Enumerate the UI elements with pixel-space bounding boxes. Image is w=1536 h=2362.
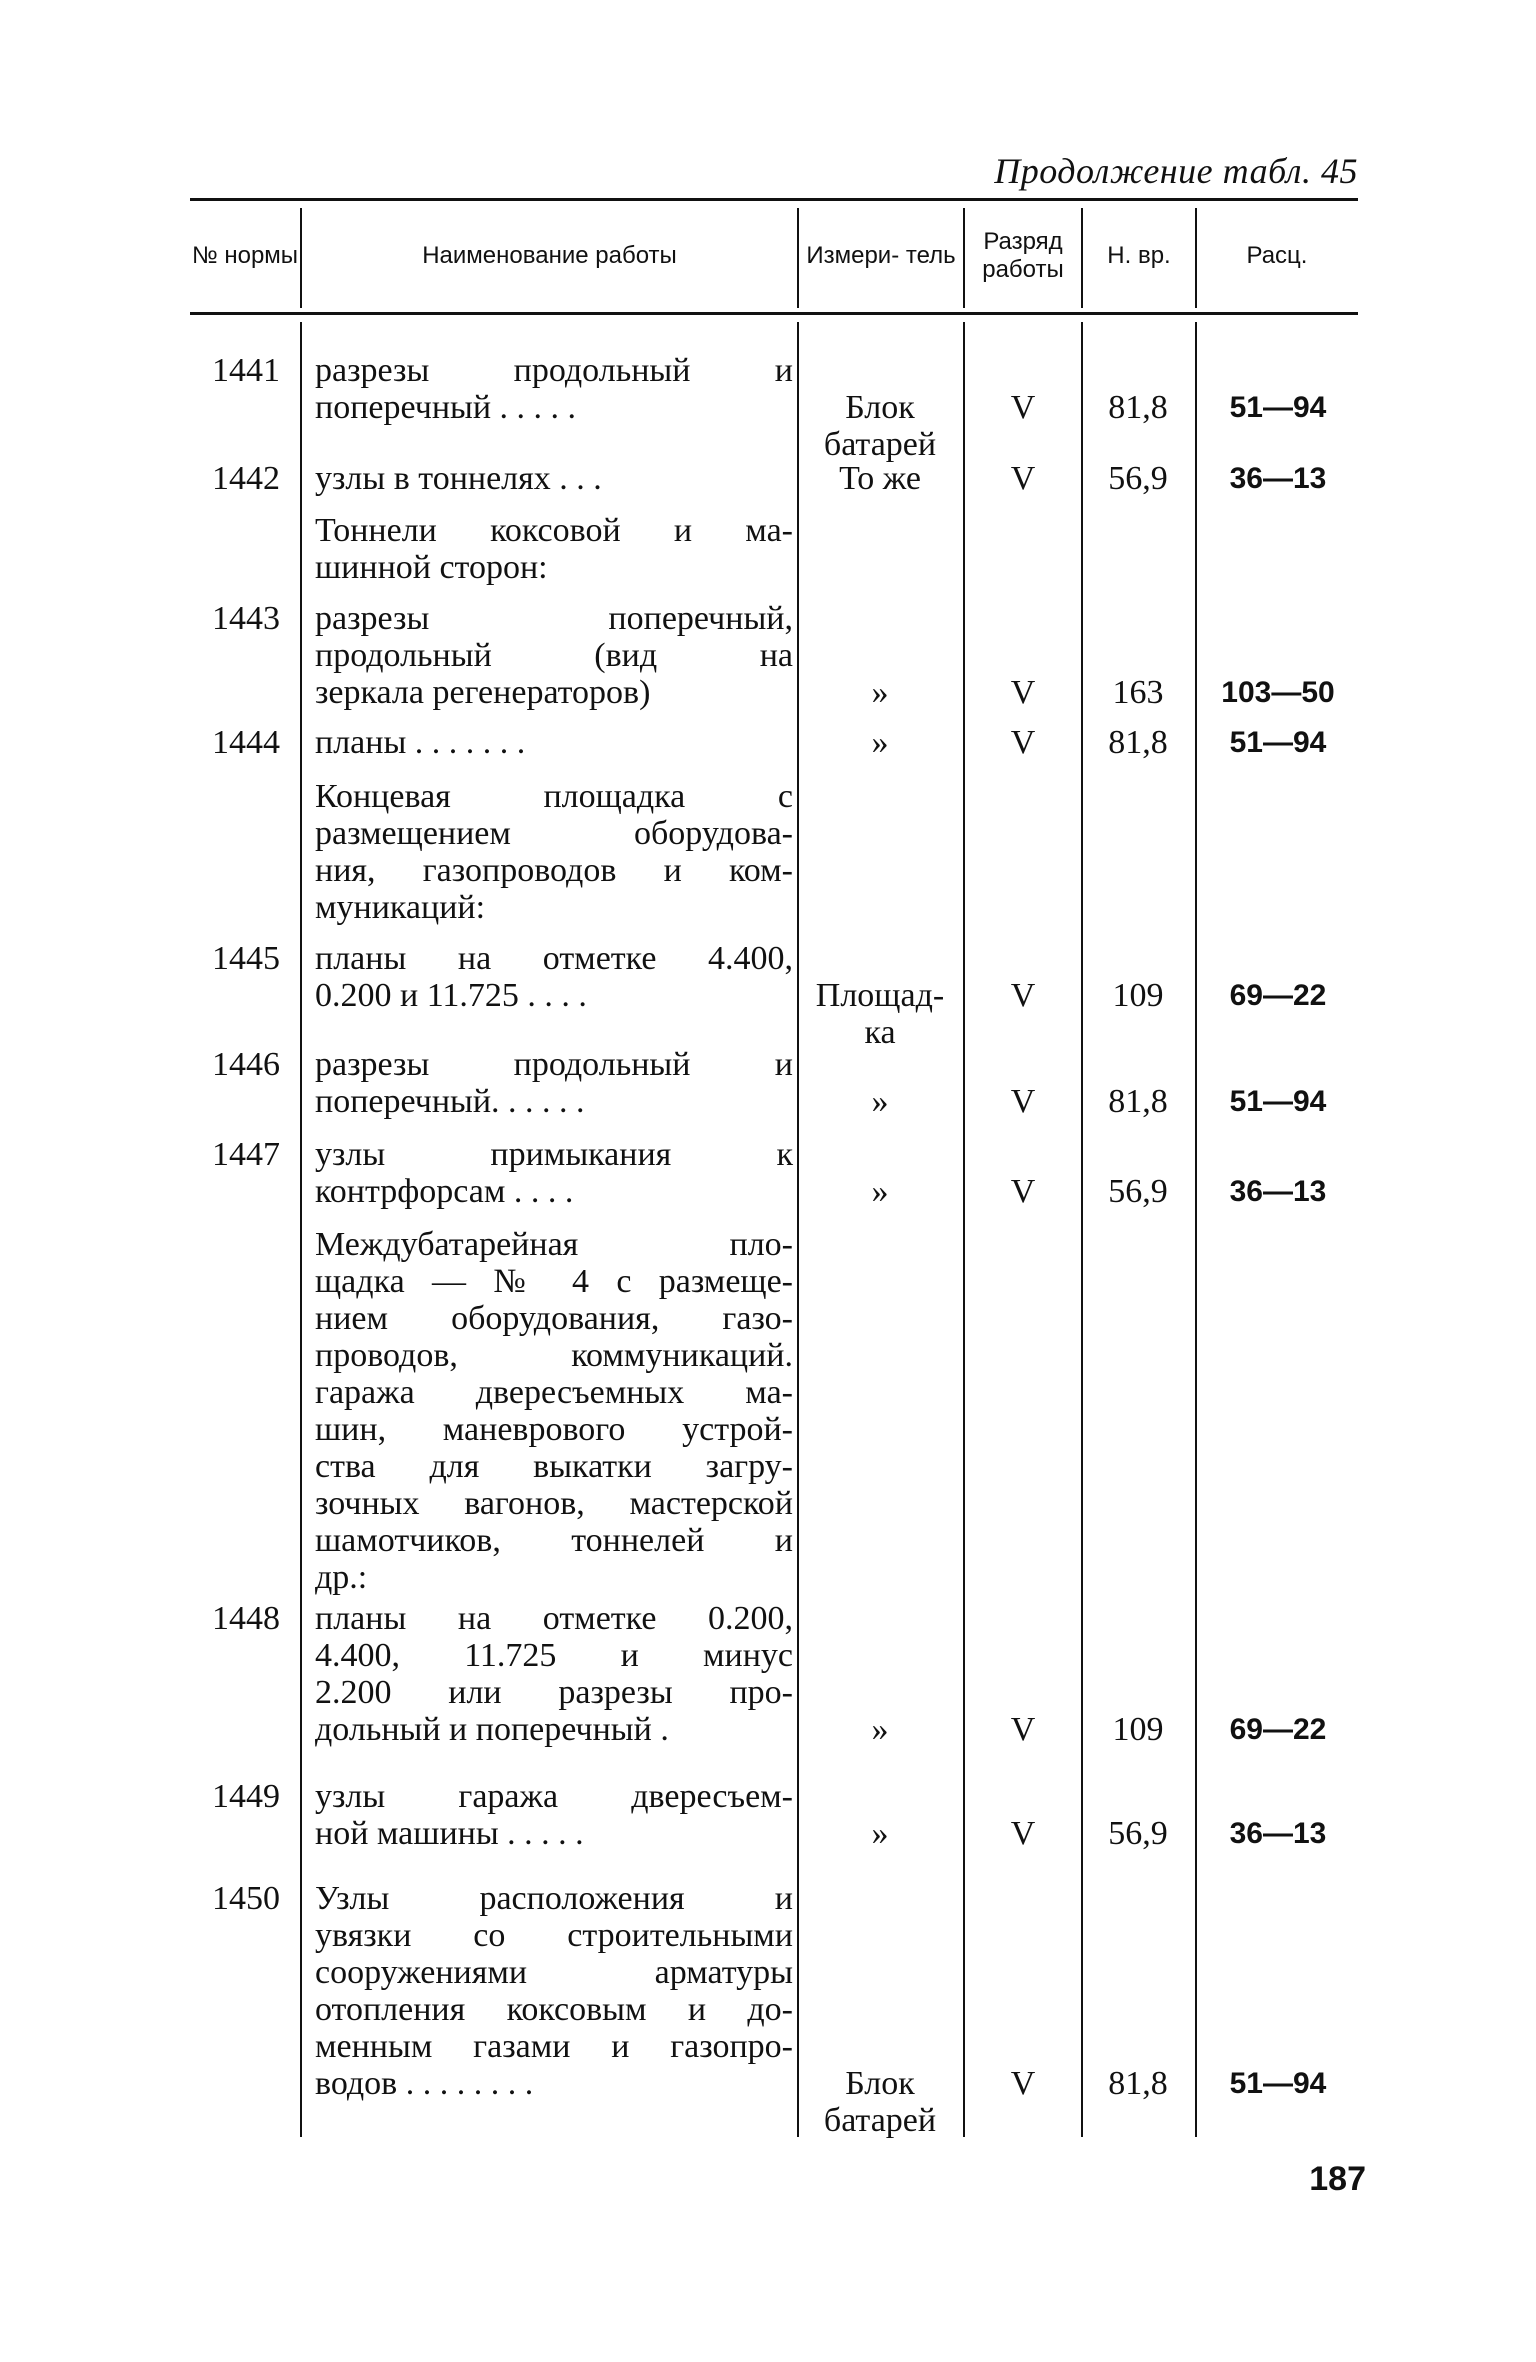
work-name-line: менным газами и газопро-: [315, 2028, 793, 2065]
work-grade: V: [1010, 1173, 1036, 1210]
work-name: [315, 1226, 793, 1596]
norm-number: 1450: [212, 1880, 280, 1917]
measure-unit: Блок батарей: [823, 389, 937, 463]
time-norm: 81,8: [1108, 389, 1168, 426]
norm-number: 1449: [212, 1778, 280, 1815]
work-grade: V: [1010, 460, 1036, 497]
work-name: [315, 778, 793, 926]
price-rate: 103—50: [1221, 676, 1335, 709]
price-rate: 69—22: [1229, 979, 1327, 1012]
header-work: Наименование работы: [422, 242, 677, 270]
measure-unit: »: [871, 1083, 889, 1120]
work-name: [315, 600, 793, 711]
work-name-line: поперечный. . . . . .: [315, 1083, 585, 1120]
time-norm: 81,8: [1108, 2065, 1168, 2102]
work-name: [315, 1136, 793, 1210]
work-name-line: размещением оборудова-: [315, 815, 793, 852]
price-rate: 51—94: [1229, 1085, 1327, 1118]
work-name: [315, 1046, 793, 1120]
work-grade: V: [1010, 977, 1036, 1014]
norm-number: 1444: [212, 724, 280, 761]
work-name-line: ства для выкатки загру-: [315, 1448, 793, 1485]
time-norm: 109: [1112, 1711, 1164, 1748]
header-grade: Разряд работы: [982, 228, 1064, 283]
work-name: [315, 512, 793, 586]
work-name-line: гаража двересъемных ма-: [315, 1374, 793, 1411]
measure-unit: »: [871, 1173, 889, 1210]
work-name-line: 4.400, 11.725 и минус: [315, 1637, 793, 1674]
work-name-line: 2.200 или разрезы про-: [315, 1674, 793, 1711]
work-name-line: продольный (вид на: [315, 637, 793, 674]
measure-unit: Площад- ка: [815, 977, 945, 1051]
work-name-line: разрезы продольный и: [315, 352, 793, 389]
work-grade: V: [1010, 1711, 1036, 1748]
time-norm: 109: [1112, 977, 1164, 1014]
header-rate: Расц.: [1246, 242, 1308, 270]
work-name-line: водов . . . . . . . .: [315, 2065, 534, 2102]
page-number: 187: [1309, 2160, 1366, 2198]
work-name-line: отопления коксовым и до-: [315, 1991, 793, 2028]
work-grade: V: [1010, 389, 1036, 426]
price-rate: 36—13: [1229, 1817, 1327, 1850]
work-name-line: поперечный . . . . .: [315, 389, 577, 426]
work-name-line: щадка — № 4 с размеще-: [315, 1263, 793, 1300]
work-name: [315, 352, 793, 426]
measure-unit: »: [871, 1711, 889, 1748]
header-num: № нормы: [191, 242, 299, 270]
work-name: [315, 1880, 793, 2102]
work-name-line: узлы в тоннелях . . .: [315, 460, 602, 497]
time-norm: 81,8: [1108, 724, 1168, 761]
measure-unit: »: [871, 1815, 889, 1852]
work-name-line: сооружениями арматуры: [315, 1954, 793, 1991]
work-name: [315, 1600, 793, 1748]
norm-number: 1446: [212, 1046, 280, 1083]
work-name-line: шин, маневрового устрой-: [315, 1411, 793, 1448]
work-name-line: узлы гаража двересъем-: [315, 1778, 793, 1815]
norm-number: 1447: [212, 1136, 280, 1173]
work-name-line: дольный и поперечный .: [315, 1711, 669, 1748]
work-name-line: узлы примыкания к: [315, 1136, 793, 1173]
time-norm: 56,9: [1108, 1815, 1168, 1852]
work-name-line: Узлы расположения и: [315, 1880, 793, 1917]
work-name-line: проводов, коммуникаций.: [315, 1337, 793, 1374]
work-name: [315, 460, 793, 497]
time-norm: 56,9: [1108, 1173, 1168, 1210]
work-name-line: 0.200 и 11.725 . . . .: [315, 977, 587, 1014]
work-name-line: шинной сторон:: [315, 549, 548, 586]
work-name-line: Тоннели коксовой и ма-: [315, 512, 793, 549]
measure-unit: Блок батарей: [823, 2065, 937, 2139]
price-rate: 36—13: [1229, 1175, 1327, 1208]
norm-number: 1443: [212, 600, 280, 637]
norm-number: 1442: [212, 460, 280, 497]
work-name-line: ной машины . . . . .: [315, 1815, 584, 1852]
time-norm: 56,9: [1108, 460, 1168, 497]
work-name-line: планы на отметке 0.200,: [315, 1600, 793, 1637]
header-hours: Н. вр.: [1107, 242, 1171, 270]
norm-number: 1445: [212, 940, 280, 977]
work-name-line: разрезы поперечный,: [315, 600, 793, 637]
work-name-line: Концевая площадка с: [315, 778, 793, 815]
work-name-line: планы на отметке 4.400,: [315, 940, 793, 977]
price-rate: 51—94: [1229, 2067, 1327, 2100]
work-name-line: нием оборудования, газо-: [315, 1300, 793, 1337]
norm-number: 1448: [212, 1600, 280, 1637]
norm-number: 1441: [212, 352, 280, 389]
work-name-line: планы . . . . . . .: [315, 724, 526, 761]
time-norm: 81,8: [1108, 1083, 1168, 1120]
work-grade: V: [1010, 1815, 1036, 1852]
work-name: [315, 1778, 793, 1852]
work-grade: V: [1010, 1083, 1036, 1120]
work-name-line: зеркала регенераторов): [315, 674, 651, 711]
work-name-line: зочных вагонов, мастерской: [315, 1485, 793, 1522]
time-norm: 163: [1112, 674, 1164, 711]
work-name-line: др.:: [315, 1559, 368, 1596]
measure-unit: То же: [839, 460, 921, 497]
work-name-line: увязки со строительными: [315, 1917, 793, 1954]
work-grade: V: [1010, 674, 1036, 711]
work-grade: V: [1010, 2065, 1036, 2102]
table-caption: Продолжение табл. 45: [994, 151, 1358, 191]
work-name-line: шамотчиков, тоннелей и: [315, 1522, 793, 1559]
price-rate: 36—13: [1229, 462, 1327, 495]
price-rate: 51—94: [1229, 391, 1327, 424]
work-name: [315, 940, 793, 1014]
price-rate: 69—22: [1229, 1713, 1327, 1746]
measure-unit: »: [871, 674, 889, 711]
measure-unit: »: [871, 724, 889, 761]
price-rate: 51—94: [1229, 726, 1327, 759]
work-name-line: контрфорсам . . . .: [315, 1173, 574, 1210]
work-name-line: муникаций:: [315, 889, 486, 926]
work-name-line: разрезы продольный и: [315, 1046, 793, 1083]
work-name: [315, 724, 793, 761]
work-name-line: Междубатарейная пло-: [315, 1226, 793, 1263]
header-measure: Измери- тель: [806, 242, 956, 270]
work-name-line: ния, газопроводов и ком-: [315, 852, 793, 889]
work-grade: V: [1010, 724, 1036, 761]
